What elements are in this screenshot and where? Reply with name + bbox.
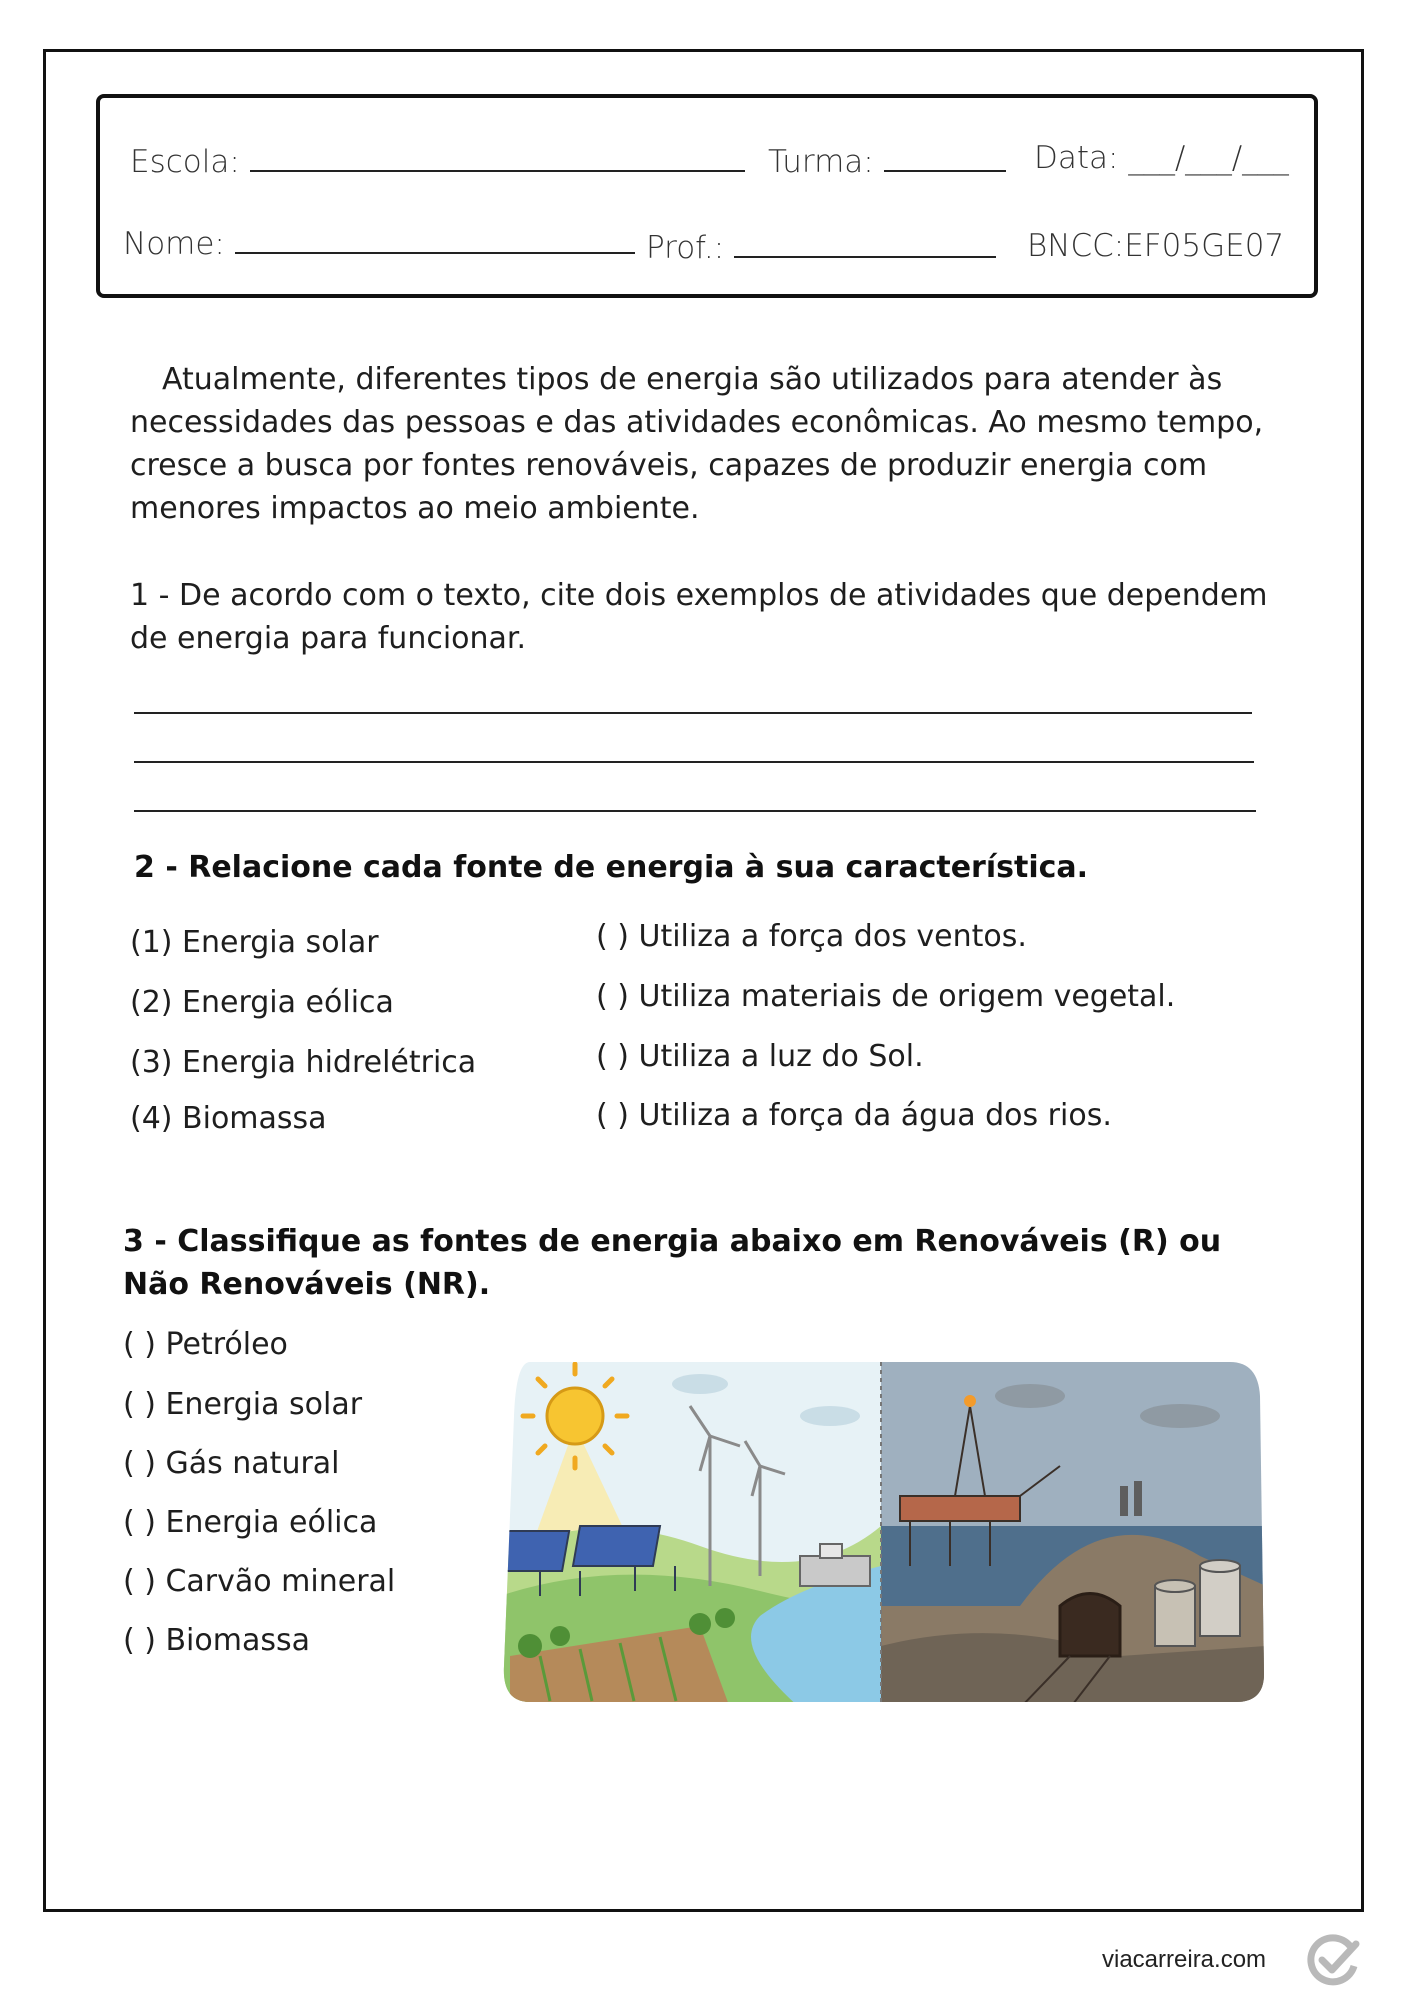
student-info-box <box>96 94 1318 298</box>
question-2-title: 2 - Relacione cada fonte de energia à sua característica. <box>134 850 1089 885</box>
nome-field[interactable] <box>123 224 635 262</box>
nome-blank[interactable] <box>235 224 635 254</box>
turma-blank[interactable] <box>884 142 1006 172</box>
answer-line-1[interactable] <box>134 712 1252 714</box>
non-renewable-scene <box>881 1356 1266 1708</box>
classify-item[interactable]: ( ) Petróleo <box>123 1327 288 1362</box>
question-3-title: 3 - Classifique as fontes de energia abaixo em Renováveis (R) ou Não Renováveis (NR). <box>123 1224 1222 1302</box>
escola-field[interactable] <box>130 142 745 180</box>
classify-item[interactable]: ( ) Energia eólica <box>123 1505 378 1540</box>
characteristic-item[interactable]: ( ) Utiliza materiais de origem vegetal. <box>596 979 1176 1014</box>
renewable-scene <box>500 1356 883 1708</box>
energy-sources-illustration <box>500 1356 1266 1708</box>
prof-field[interactable] <box>646 228 996 266</box>
turma-field[interactable] <box>768 142 1006 180</box>
characteristic-item[interactable]: ( ) Utiliza a luz do Sol. <box>596 1039 924 1074</box>
source-item: (4) Biomassa <box>130 1101 327 1136</box>
checkmark-logo-icon <box>1304 1932 1362 1990</box>
question-1-text: 1 - De acordo com o texto, cite dois exemplos de atividades que dependem de energia para funcionar. <box>130 578 1268 656</box>
source-item: (2) Energia eólica <box>130 985 394 1020</box>
characteristic-item[interactable]: ( ) Utiliza a força da água dos rios. <box>596 1098 1112 1133</box>
answer-line-2[interactable] <box>134 761 1254 763</box>
turma-label: Turma: <box>768 144 874 180</box>
classify-item[interactable]: ( ) Carvão mineral <box>123 1564 396 1599</box>
prof-blank[interactable] <box>734 228 996 258</box>
prof-label: Prof.: <box>646 230 725 266</box>
escola-blank[interactable] <box>250 142 745 172</box>
classify-item[interactable]: ( ) Energia solar <box>123 1387 363 1422</box>
source-item: (3) Energia hidrelétrica <box>130 1045 477 1080</box>
intro-paragraph: Atualmente, diferentes tipos de energia são utilizados para atender às necessidades das pessoas e das atividades econômicas. Ao mesmo tempo, cresce a busca por fontes renováveis, capazes de produzir energia com menores impactos ao meio ambiente. <box>130 362 1264 526</box>
footer-site[interactable]: viacarreira.com <box>1102 1946 1267 1973</box>
escola-label: Escola: <box>130 144 240 180</box>
nome-label: Nome: <box>123 226 225 262</box>
classify-item[interactable]: ( ) Biomassa <box>123 1623 311 1658</box>
flame-icon <box>964 1395 976 1407</box>
bncc-code: BNCC:EF05GE07 <box>1027 228 1285 264</box>
characteristic-item[interactable]: ( ) Utiliza a força dos ventos. <box>596 919 1027 954</box>
data-field[interactable]: Data: ___/___/___ <box>1034 140 1289 176</box>
source-item: (1) Energia solar <box>130 925 379 960</box>
answer-line-3[interactable] <box>134 810 1256 812</box>
classify-item[interactable]: ( ) Gás natural <box>123 1446 340 1481</box>
